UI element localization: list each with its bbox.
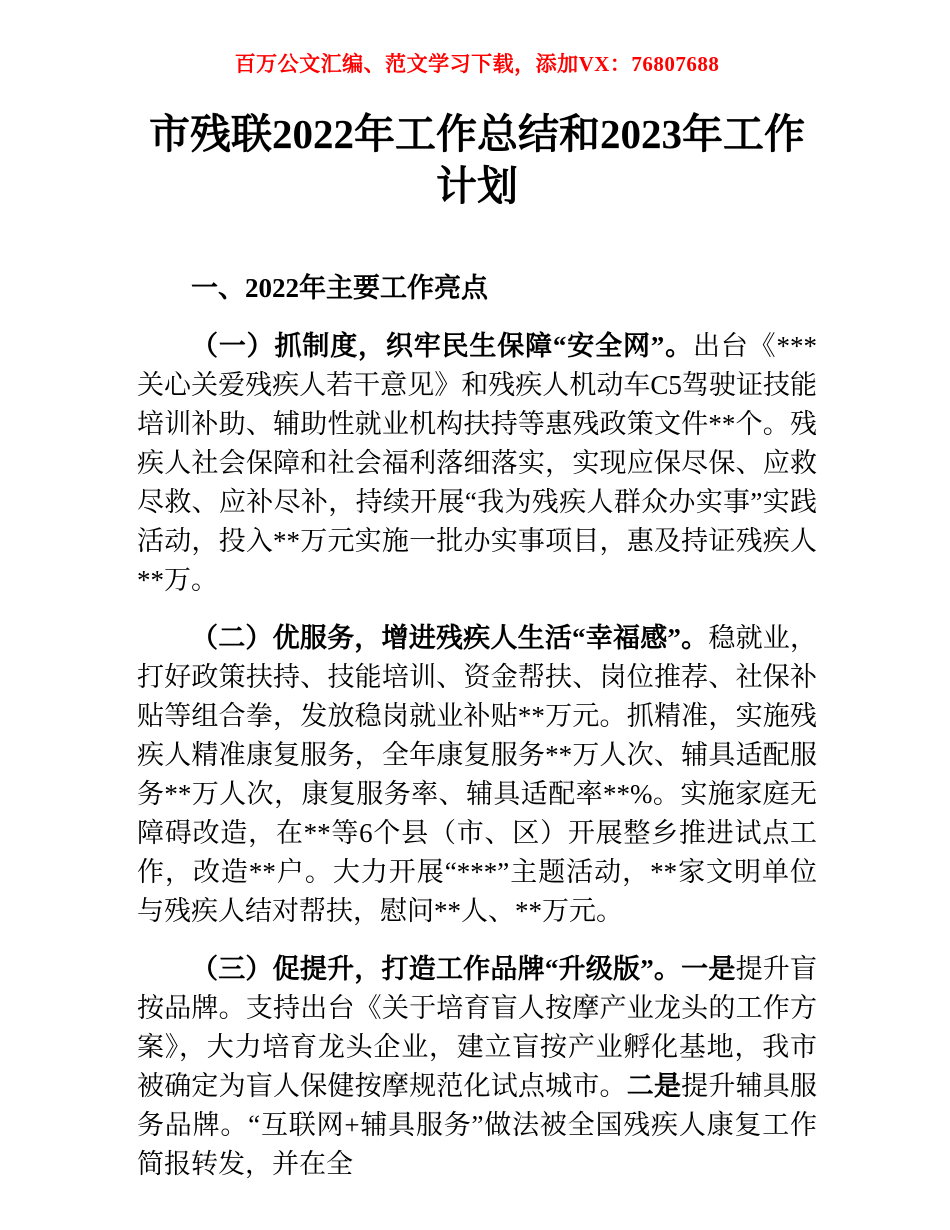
text-run: 稳就业，打好政策扶持、技能培训、资金帮扶、岗位推荐、社保补贴等组合拳，发放稳岗就业补贴**万元。抓精准，实施残疾人精准康复服务，全年康复服务**万人次、辅具适配服务**万人次，康复服务率、辅具适配率**%。实施家庭无障碍改造，在**等6个县（市、区）开展整乡推进试点工作，改造**户。大力开展“***”主题活动，**家文明单位与残疾人结对帮扶，慰问**人、**万元。 (137, 622, 818, 926)
section-heading (137, 269, 817, 308)
text-run: 出台《***关心关爱残疾人若干意见》和残疾人机动车C5驾驶证技能培训补助、辅助性就业机构扶持等惠残政策文件**个。残疾人社会保障和社会福利落细落实，实现应保尽保、应救尽救、应补尽补，持续开展“我为残疾人群众办实事”实践活动，投入**万元实施一批办实事项目，惠及持证残疾人**万。 (137, 330, 818, 595)
bold-text-run: （一）抓制度，织牢民生保障“安全网”。 (191, 330, 693, 361)
bold-text-run: 一、2022年主要工作亮点 (191, 272, 488, 303)
text-run: 提升辅具服务品牌。“互联网+辅具服务”做法被全国残疾人康复工作简报转发，并在全 (137, 1070, 818, 1179)
promo-notice: 百万公文汇编、范文学习下载，添加VX：76807688 (234, 52, 720, 76)
bold-text-run: （三）促提升，打造工作品牌“升级版”。 (191, 953, 682, 984)
bold-text-run: 二是 (626, 1070, 682, 1101)
paragraph (137, 619, 817, 931)
text-run: 提升盲按品牌。支持出台《关于培育盲人按摩产业龙头的工作方案》，大力培育龙头企业，建立盲按产业孵化基地，我市被确定为盲人保健按摩规范化试点城市。 (137, 953, 818, 1101)
paragraph (137, 950, 817, 1184)
document-body (137, 269, 817, 1184)
document-title: 市残联2022年工作总结和2023年工作计划 (149, 111, 805, 210)
bold-text-run: （二）优服务，增进残疾人生活“幸福感”。 (191, 622, 709, 653)
paragraph (137, 327, 817, 600)
bold-text-run: 一是 (681, 953, 736, 984)
